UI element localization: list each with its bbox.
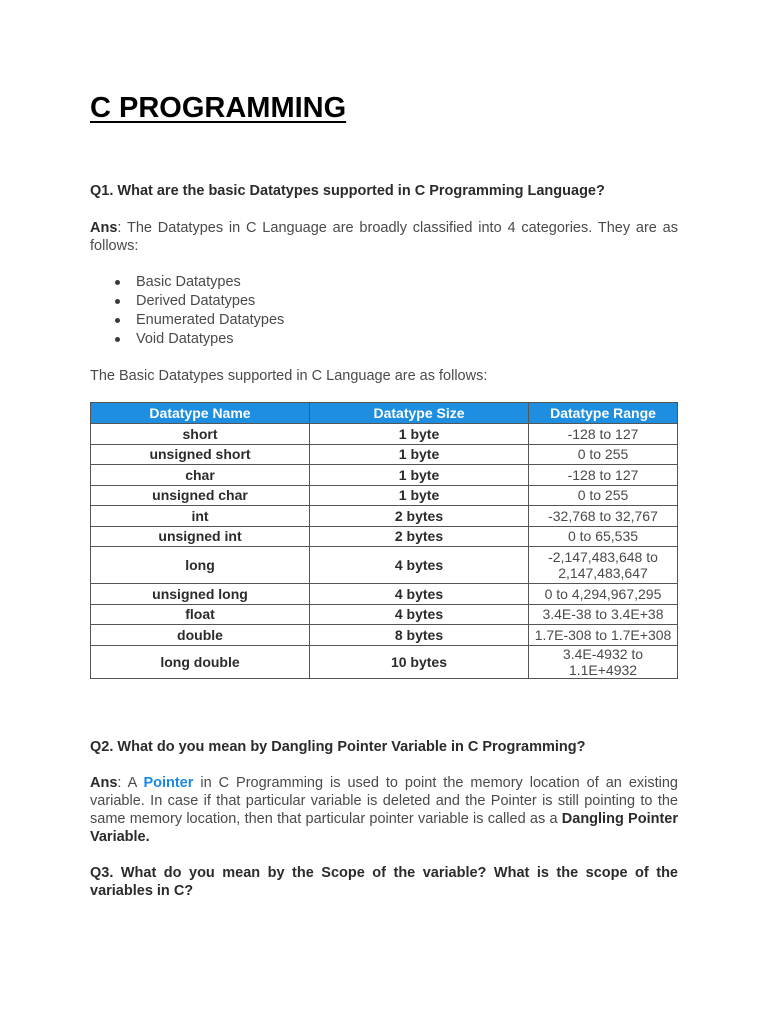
table-row (91, 625, 678, 646)
table-row (91, 584, 678, 605)
table-row (91, 444, 678, 465)
cell-name: unsigned int (91, 526, 310, 547)
page-title: C PROGRAMMING (90, 92, 347, 124)
table-row (91, 547, 678, 584)
table-row (91, 645, 678, 678)
dangling-pointer-term: Dangling Pointer Variable. (90, 811, 679, 845)
cell-size: 1 byte (310, 485, 529, 506)
list-item: Enumerated Datatypes (90, 311, 284, 330)
datatype-category-list (90, 273, 284, 349)
answer-label: Ans (90, 775, 118, 791)
cell-name: float (91, 604, 310, 625)
cell-size: 4 bytes (310, 604, 529, 625)
cell-range: 3.4E-4932 to 1.1E+4932 (529, 645, 678, 678)
header-datatype-name: Datatype Name (91, 403, 310, 424)
answer-2-text-start: : A (117, 775, 144, 791)
answer-2 (90, 774, 678, 846)
table-row (91, 424, 678, 445)
table-row (91, 506, 678, 527)
cell-name: unsigned char (91, 485, 310, 506)
answer-label: Ans (90, 220, 118, 236)
answer-2-text-middle: in C Programming is used to point the memory location of an existing variable. In case if that particular variable is deleted and the Pointer is still pointing to the same memory location, then that particular pointer variable is called as a (90, 775, 678, 827)
cell-range: 0 to 65,535 (529, 526, 678, 547)
question-1: Q1. What are the basic Datatypes supported in C Programming Language? (90, 183, 605, 199)
cell-range: -128 to 127 (529, 465, 678, 486)
table-row (91, 526, 678, 547)
cell-size: 2 bytes (310, 506, 529, 527)
table-intro: The Basic Datatypes supported in C Language are as follows: (90, 368, 488, 384)
answer-1 (90, 219, 678, 255)
pointer-link[interactable]: Pointer (143, 775, 194, 791)
cell-name: int (91, 506, 310, 527)
cell-range: 1.7E-308 to 1.7E+308 (529, 625, 678, 646)
table-row (91, 465, 678, 486)
cell-name: char (91, 465, 310, 486)
cell-range: -2,147,483,648 to 2,147,483,647 (529, 547, 678, 584)
cell-size: 10 bytes (310, 645, 529, 678)
cell-range: 0 to 255 (529, 444, 678, 465)
cell-size: 2 bytes (310, 526, 529, 547)
table-row (91, 485, 678, 506)
cell-name: long (91, 547, 310, 584)
question-3: Q3. What do you mean by the Scope of the variable? What is the scope of the variables in C? (90, 865, 678, 899)
cell-name: short (91, 424, 310, 445)
cell-size: 4 bytes (310, 584, 529, 605)
list-item: Basic Datatypes (90, 273, 284, 292)
cell-name: unsigned long (91, 584, 310, 605)
cell-range: -128 to 127 (529, 424, 678, 445)
cell-size: 1 byte (310, 444, 529, 465)
cell-name: long double (91, 645, 310, 678)
cell-size: 4 bytes (310, 547, 529, 584)
header-datatype-size: Datatype Size (310, 403, 529, 424)
question-2: Q2. What do you mean by Dangling Pointer Variable in C Programming? (90, 739, 586, 755)
cell-range: 0 to 4,294,967,295 (529, 584, 678, 605)
answer-1-text: : The Datatypes in C Language are broadly classified into 4 categories. They are as follows: (90, 220, 678, 254)
cell-range: -32,768 to 32,767 (529, 506, 678, 527)
header-datatype-range: Datatype Range (529, 403, 678, 424)
list-item: Void Datatypes (90, 330, 284, 349)
cell-range: 3.4E-38 to 3.4E+38 (529, 604, 678, 625)
cell-name: double (91, 625, 310, 646)
cell-size: 8 bytes (310, 625, 529, 646)
cell-range: 0 to 255 (529, 485, 678, 506)
table-row (91, 604, 678, 625)
list-item: Derived Datatypes (90, 292, 284, 311)
cell-size: 1 byte (310, 465, 529, 486)
cell-size: 1 byte (310, 424, 529, 445)
table-header-row (91, 403, 678, 424)
cell-name: unsigned short (91, 444, 310, 465)
datatype-table (90, 402, 678, 679)
